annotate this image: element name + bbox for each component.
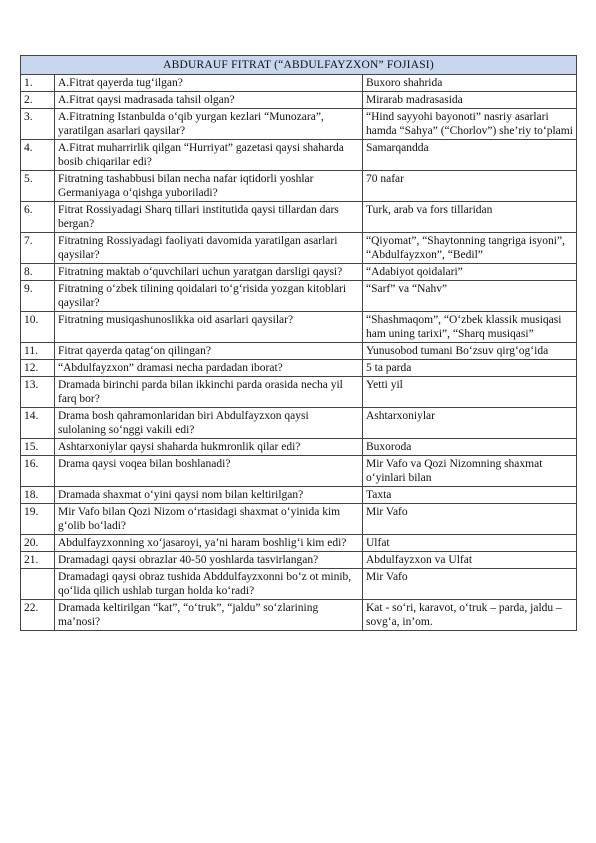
- table-row: [21, 456, 577, 487]
- row-number: [21, 569, 55, 600]
- qa-rows: [21, 75, 577, 631]
- row-number: 22.: [21, 600, 55, 631]
- answer-cell: “Sarf” va “Nahv”: [363, 281, 577, 312]
- question-cell: Mir Vafo bilan Qozi Nizom o‘rtasidagi shaxmat o‘yinida kim g‘olib bo‘ladi?: [55, 504, 363, 535]
- table-row: [21, 140, 577, 171]
- row-number: 12.: [21, 360, 55, 377]
- table-row: [21, 408, 577, 439]
- question-cell: Abdulfayzxonning xo‘jasaroyi, ya’ni haram boshlig‘i kim edi?: [55, 535, 363, 552]
- row-number: 18.: [21, 487, 55, 504]
- answer-cell: Ulfat: [363, 535, 577, 552]
- answer-cell: Mir Vafo va Qozi Nizomning shaxmat o‘yinlari bilan: [363, 456, 577, 487]
- question-cell: Fitratning tashabbusi bilan necha nafar iqtidorli yoshlar Germaniyaga o‘qishga yuboriladi?: [55, 171, 363, 202]
- table-row: [21, 281, 577, 312]
- answer-cell: Kat - so‘ri, karavot, o‘truk – parda, jaldu – sovg‘a, in’om.: [363, 600, 577, 631]
- answer-cell: Yunusobod tumani Bo‘zsuv qirg‘og‘ida: [363, 343, 577, 360]
- title-row: [21, 56, 577, 75]
- question-cell: A.Fitrat qaysi madrasada tahsil olgan?: [55, 92, 363, 109]
- answer-cell: Samarqandda: [363, 140, 577, 171]
- row-number: 2.: [21, 92, 55, 109]
- table-row: [21, 504, 577, 535]
- answer-cell: Taxta: [363, 487, 577, 504]
- answer-cell: Mir Vafo: [363, 569, 577, 600]
- table-row: [21, 360, 577, 377]
- row-number: 16.: [21, 456, 55, 487]
- table-row: [21, 487, 577, 504]
- answer-cell: Buxoroda: [363, 439, 577, 456]
- question-cell: Fitratning Rossiyadagi faoliyati davomida yaratilgan asarlari qaysilar?: [55, 233, 363, 264]
- table-row: [21, 377, 577, 408]
- question-cell: Dramada keltirilgan “kat”, “o‘truk”, “jaldu” so‘zlarining ma’nosi?: [55, 600, 363, 631]
- row-number: 9.: [21, 281, 55, 312]
- row-number: 1.: [21, 75, 55, 92]
- question-cell: “Abdulfayzxon” dramasi necha pardadan iborat?: [55, 360, 363, 377]
- table-row: [21, 171, 577, 202]
- question-cell: A.Fitrat qayerda tug‘ilgan?: [55, 75, 363, 92]
- table-row: [21, 343, 577, 360]
- row-number: 5.: [21, 171, 55, 202]
- question-cell: Fitratning maktab o‘quvchilari uchun yaratgan darsligi qaysi?: [55, 264, 363, 281]
- question-cell: Fitratning musiqashunoslikka oid asarlari qaysilar?: [55, 312, 363, 343]
- table-row: [21, 439, 577, 456]
- row-number: 10.: [21, 312, 55, 343]
- question-cell: Dramadagi qaysi obraz tushida Abddulfayzxonni bo‘z ot minib, qo‘lida qilich ushlab turgan holda ko‘radi?: [55, 569, 363, 600]
- answer-cell: “Hind sayyohi bayonoti” nasriy asarlari hamda “Sahya” (“Chorlov”) she’riy to‘plami: [363, 109, 577, 140]
- answer-cell: “Shashmaqom”, “O‘zbek klassik musiqasi ham uning tarixi”, “Sharq musiqasi”: [363, 312, 577, 343]
- answer-cell: 5 ta parda: [363, 360, 577, 377]
- table-row: [21, 264, 577, 281]
- table-row: [21, 75, 577, 92]
- page-title: ABDURAUF FITRAT (“ABDULFAYZXON” FOJIASI): [21, 56, 577, 75]
- answer-cell: “Qiyomat”, “Shaytonning tangriga isyoni”, “Abdulfayzxon”, “Bedil”: [363, 233, 577, 264]
- table-row: [21, 92, 577, 109]
- question-cell: Drama bosh qahramonlaridan biri Abdulfayzxon qaysi sulolaning so‘nggi vakili edi?: [55, 408, 363, 439]
- row-number: 15.: [21, 439, 55, 456]
- table-row: [21, 233, 577, 264]
- row-number: 13.: [21, 377, 55, 408]
- table-row: [21, 109, 577, 140]
- row-number: 19.: [21, 504, 55, 535]
- row-number: 3.: [21, 109, 55, 140]
- row-number: 21.: [21, 552, 55, 569]
- row-number: 6.: [21, 202, 55, 233]
- question-cell: Dramada shaxmat o‘yini qaysi nom bilan keltirilgan?: [55, 487, 363, 504]
- question-cell: A.Fitrat muharrirlik qilgan “Hurriyat” gazetasi qaysi shaharda bosib chiqarilar edi?: [55, 140, 363, 171]
- answer-cell: Ashtarxoniylar: [363, 408, 577, 439]
- row-number: 8.: [21, 264, 55, 281]
- qa-sheet: [20, 55, 576, 631]
- question-cell: Fitratning o‘zbek tilining qoidalari to‘g‘risida yozgan kitoblari qaysilar?: [55, 281, 363, 312]
- answer-cell: Abdulfayzxon va Ulfat: [363, 552, 577, 569]
- row-number: 20.: [21, 535, 55, 552]
- row-number: 11.: [21, 343, 55, 360]
- question-cell: Ashtarxoniylar qaysi shaharda hukmronlik qilar edi?: [55, 439, 363, 456]
- table-row: [21, 202, 577, 233]
- table-row: [21, 600, 577, 631]
- answer-cell: Mirarab madrasasida: [363, 92, 577, 109]
- row-number: 4.: [21, 140, 55, 171]
- question-cell: Fitrat qayerda qatag‘on qilingan?: [55, 343, 363, 360]
- answer-cell: 70 nafar: [363, 171, 577, 202]
- qa-table: [20, 55, 577, 631]
- row-number: 7.: [21, 233, 55, 264]
- question-cell: Drama qaysi voqea bilan boshlanadi?: [55, 456, 363, 487]
- answer-cell: Mir Vafo: [363, 504, 577, 535]
- table-row: [21, 552, 577, 569]
- question-cell: Dramada birinchi parda bilan ikkinchi parda orasida necha yil farq bor?: [55, 377, 363, 408]
- row-number: 14.: [21, 408, 55, 439]
- table-row: [21, 535, 577, 552]
- question-cell: A.Fitratning Istanbulda o‘qib yurgan kezlari “Munozara”, yaratilgan asarlari qaysilar?: [55, 109, 363, 140]
- question-cell: Dramadagi qaysi obrazlar 40-50 yoshlarda tasvirlangan?: [55, 552, 363, 569]
- table-row: [21, 569, 577, 600]
- answer-cell: Buxoro shahrida: [363, 75, 577, 92]
- answer-cell: Yetti yil: [363, 377, 577, 408]
- question-cell: Fitrat Rossiyadagi Sharq tillari institutida qaysi tillardan dars bergan?: [55, 202, 363, 233]
- answer-cell: “Adabiyot qoidalari”: [363, 264, 577, 281]
- answer-cell: Turk, arab va fors tillaridan: [363, 202, 577, 233]
- table-row: [21, 312, 577, 343]
